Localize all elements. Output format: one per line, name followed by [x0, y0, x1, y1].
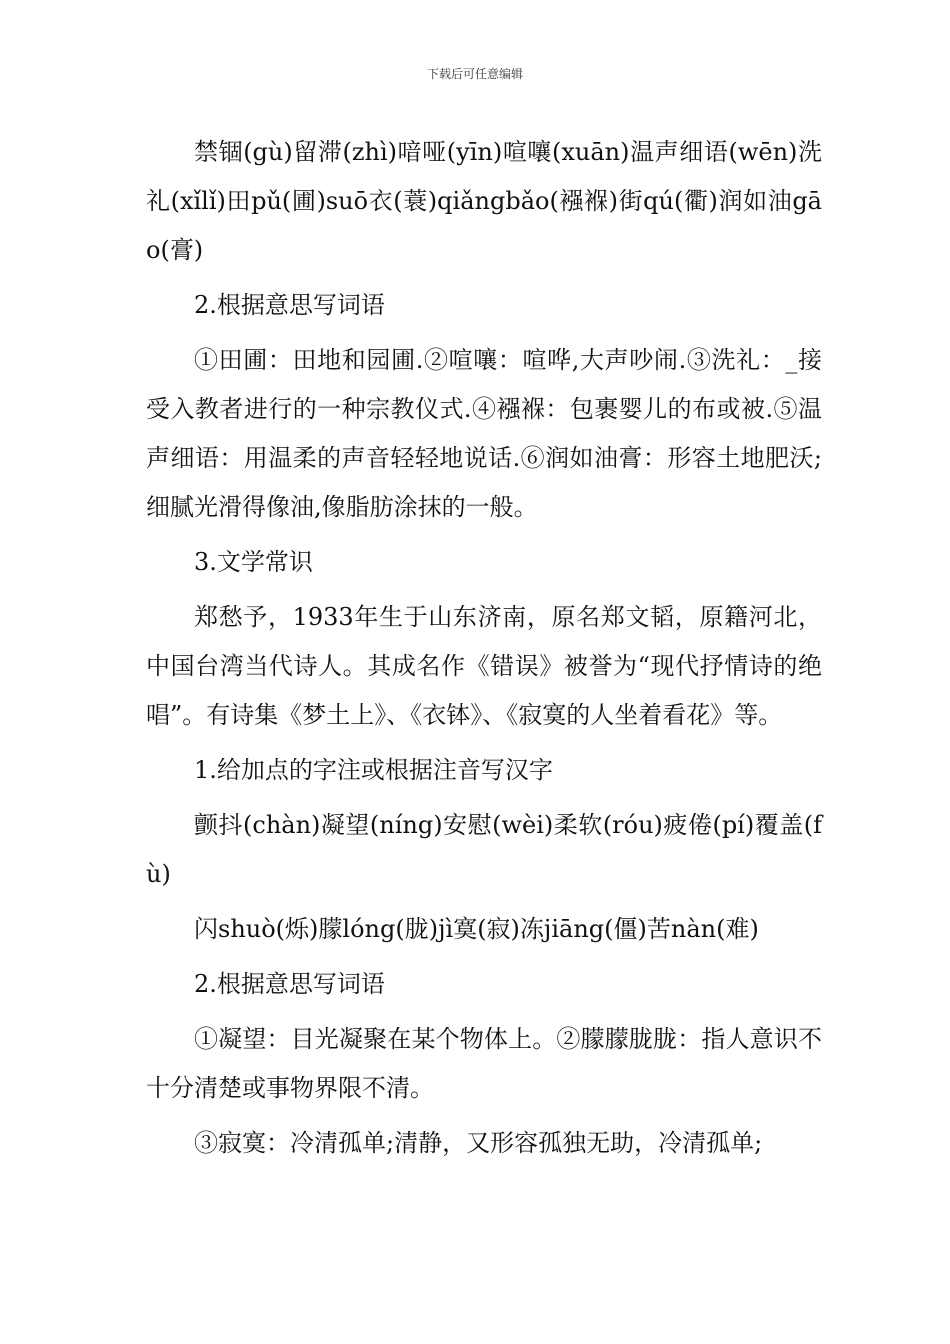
section-heading-3: 1.给加点的字注或根据注音写汉字 — [194, 756, 553, 784]
pinyin-paragraph-1: 禁锢(gù)留滞(zhì)喑哑(yīn)喧嚷(xuān)温声细语(wēn)洗礼(xǐlǐ)田pǔ(圃)suō衣(蓑)qiǎngbǎo(襁褓)街qú(衢)润如油gāo(膏) — [146, 138, 822, 264]
section-heading-2: 3.文学常识 — [194, 548, 313, 576]
document-body — [146, 128, 822, 1168]
section-heading-1: 2.根据意思写词语 — [194, 291, 385, 319]
pinyin-paragraph-3: 闪shuò(烁)朦lóng(胧)jì寞(寂)冻jiāng(僵)苦nàn(难) — [194, 915, 759, 943]
definitions-paragraph-2: ①凝望：目光凝聚在某个物体上。②朦朦胧胧：指人意识不十分清楚或事物界限不清。 — [146, 1025, 822, 1102]
section-heading-4: 2.根据意思写词语 — [194, 970, 385, 998]
definitions-paragraph-3: ③寂寞：冷清孤单;清静，又形容孤独无助，冷清孤单; — [194, 1129, 763, 1157]
pinyin-paragraph-2: 颤抖(chàn)凝望(níng)安慰(wèi)柔软(róu)疲倦(pí)覆盖(fù) — [146, 811, 822, 888]
page-header: 下载后可任意编辑 — [426, 67, 523, 81]
literature-paragraph: 郑愁予，1933年生于山东济南，原名郑文韬，原籍河北，中国台湾当代诗人。其成名作《错误》被誉为“现代抒情诗的绝唱”。有诗集《梦土上》、《衣钵》、《寂寞的人坐着看花》等。 — [146, 603, 822, 729]
definitions-paragraph-1: ①田圃：田地和园圃.②喧嚷：喧哗,大声吵闹.③洗礼：_接受入教者进行的一种宗教仪式.④襁褓：包裹婴儿的布或被.⑤温声细语：用温柔的声音轻轻地说话.⑥润如油膏：形容土地肥沃;细腻光滑得像油,像脂肪涂抹的一般。 — [146, 346, 822, 521]
